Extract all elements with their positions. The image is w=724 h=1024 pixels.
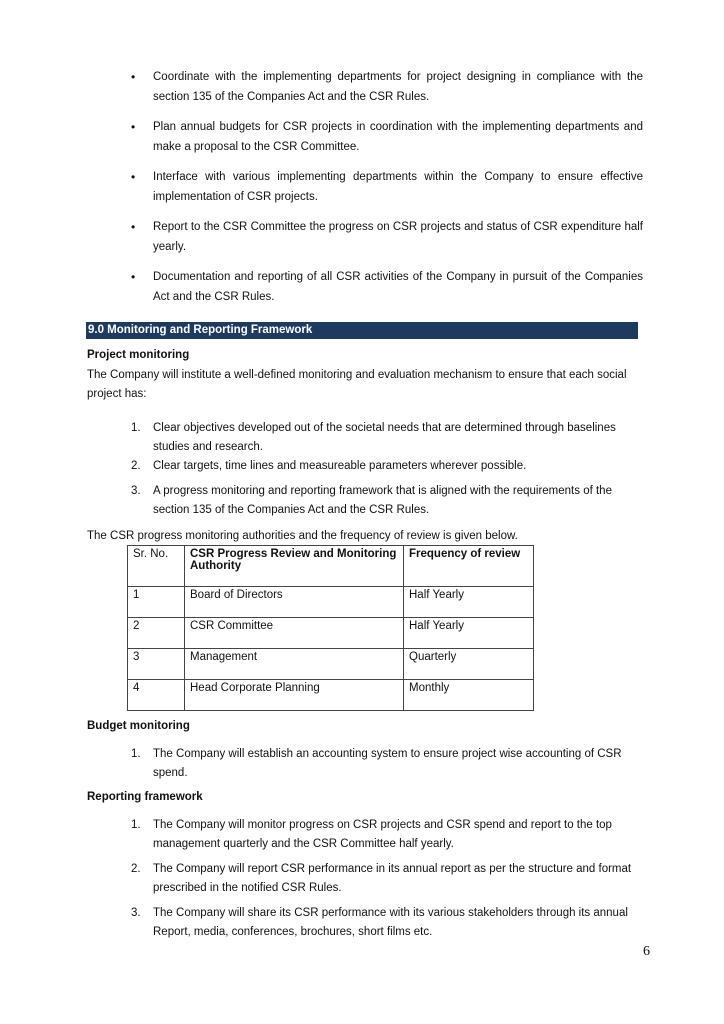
- list-item-text: The Company will report CSR performance in its annual report as per the structure and format prescribed in the notified CSR Rules.: [153, 863, 632, 894]
- list-item: [87, 457, 639, 476]
- table-cell: Board of Directors: [185, 587, 404, 618]
- column-header: CSR Progress Review and Monitoring Authority: [185, 546, 404, 587]
- table-row: [128, 649, 534, 680]
- list-item-text: Documentation and reporting of all CSR activities of the Company in pursuit of the Companies Act and the CSR Rules.: [153, 271, 643, 303]
- responsibilities-list: [87, 68, 643, 318]
- table-cell: 2: [128, 618, 185, 649]
- project-monitoring-heading: Project monitoring: [87, 349, 190, 361]
- section-heading: 9.0 Monitoring and Reporting Framework: [86, 322, 638, 339]
- list-item: [87, 268, 643, 307]
- table-cell: 3: [128, 649, 185, 680]
- bullet-icon: •: [131, 220, 136, 234]
- list-item-text: Report to the CSR Committee the progress on CSR projects and status of CSR expenditure half yearly.: [153, 221, 643, 253]
- review-table: [127, 545, 534, 711]
- bullet-icon: •: [131, 120, 136, 134]
- list-item-text: The Company will share its CSR performance with its various stakeholders through its annual Report, media, conferences, brochures, short films etc.: [153, 907, 628, 938]
- table-row: [128, 680, 534, 711]
- project-monitoring-list: [87, 419, 639, 520]
- list-item: [87, 68, 643, 107]
- project-monitoring-intro: The Company will institute a well-defined monitoring and evaluation mechanism to ensure that each social project has:: [87, 369, 627, 400]
- list-item: [87, 118, 643, 157]
- table-row: [128, 587, 534, 618]
- table-intro: The CSR progress monitoring authorities and the frequency of review is given below.: [87, 530, 518, 542]
- table-cell: Monthly: [404, 680, 534, 711]
- table-cell: Quarterly: [404, 649, 534, 680]
- list-item-text: Interface with various implementing departments within the Company to ensure effective implementation of CSR projects.: [153, 171, 643, 203]
- list-item: [87, 860, 639, 898]
- list-item: [87, 419, 639, 457]
- list-item-number: 1.: [131, 819, 141, 831]
- list-item-text: Clear targets, time lines and measureable parameters wherever possible.: [153, 460, 527, 472]
- list-item-number: 3.: [131, 485, 141, 497]
- list-item-number: 1.: [131, 748, 141, 760]
- list-item: [87, 218, 643, 257]
- table-cell: Head Corporate Planning: [185, 680, 404, 711]
- page-number: 6: [643, 944, 650, 959]
- list-item-text: Plan annual budgets for CSR projects in coordination with the implementing departments and make a proposal to the CSR Committee.: [153, 121, 643, 153]
- list-item-text: Coordinate with the implementing departments for project designing in compliance with the section 135 of the Companies Act and the CSR Rules.: [153, 71, 643, 103]
- table-cell: 4: [128, 680, 185, 711]
- table-cell: 1: [128, 587, 185, 618]
- bullet-icon: •: [131, 270, 136, 284]
- list-item-number: 3.: [131, 907, 141, 919]
- list-item-number: 2.: [131, 863, 141, 875]
- list-item: [87, 904, 639, 942]
- list-item: [87, 482, 639, 520]
- table-header-row: [128, 546, 534, 587]
- table-cell: Management: [185, 649, 404, 680]
- list-item: [87, 816, 639, 854]
- column-header: Sr. No.: [128, 546, 185, 587]
- budget-monitoring-heading: Budget monitoring: [87, 720, 190, 732]
- column-header: Frequency of review: [404, 546, 534, 587]
- table-row: [128, 618, 534, 649]
- table-cell: CSR Committee: [185, 618, 404, 649]
- bullet-icon: •: [131, 70, 136, 84]
- list-item-text: The Company will monitor progress on CSR projects and CSR spend and report to the top management quarterly and the CSR Committee half yearly.: [153, 819, 612, 850]
- list-item-number: 1.: [131, 422, 141, 434]
- list-item-text: A progress monitoring and reporting framework that is aligned with the requirements of the section 135 of the Companies Act and the CSR Rules.: [153, 485, 612, 516]
- budget-monitoring-list: [87, 745, 639, 783]
- bullet-icon: •: [131, 170, 136, 184]
- list-item: [87, 745, 639, 783]
- list-item-text: The Company will establish an accounting system to ensure project wise accounting of CSR spend.: [153, 748, 622, 779]
- table-cell: Half Yearly: [404, 618, 534, 649]
- list-item-text: Clear objectives developed out of the societal needs that are determined through baselines studies and research.: [153, 422, 616, 453]
- reporting-framework-heading: Reporting framework: [87, 791, 203, 803]
- reporting-framework-list: [87, 816, 639, 942]
- list-item: [87, 168, 643, 207]
- table-cell: Half Yearly: [404, 587, 534, 618]
- list-item-number: 2.: [131, 460, 141, 472]
